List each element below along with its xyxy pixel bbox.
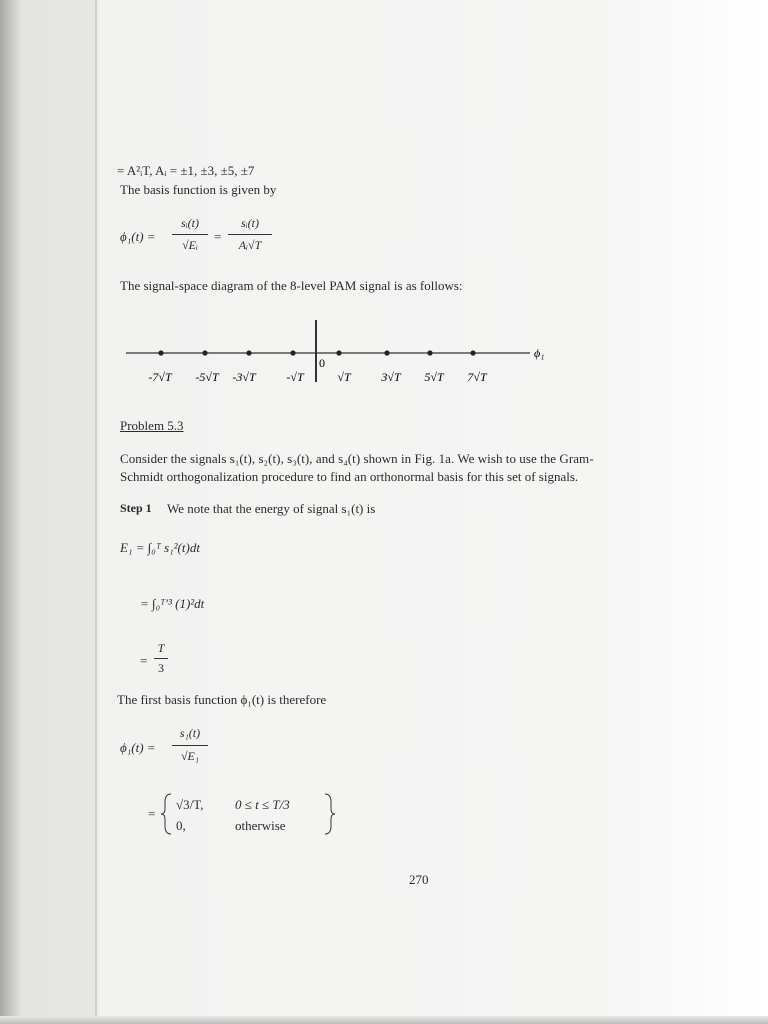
paragraph-line-2: Schmidt orthogonalization procedure to find an orthonormal basis for this set of signals. <box>120 469 579 484</box>
point-label: -5√T <box>195 370 219 384</box>
fraction-bar <box>154 658 168 659</box>
constellation-point <box>470 350 475 355</box>
point-label: √T <box>337 370 351 384</box>
phi-denominator-2: Aᵢ√T <box>238 238 262 252</box>
point-label: -√T <box>286 370 304 384</box>
phi-lhs: ϕ₁(t) = <box>120 229 156 244</box>
energy-equation: = A²ᵢT, Aᵢ = ±1, ±3, ±5, ±7 <box>117 163 255 178</box>
phi1-numerator: s₁(t) <box>179 726 201 740</box>
fraction-bar <box>172 745 208 746</box>
case-1-condition: 0 ≤ t ≤ T/3 <box>235 797 290 812</box>
energy-integral-line-2: = ∫₀ᵀ′³ (1)²dt <box>140 596 205 611</box>
energy-result-numerator: T <box>157 641 165 655</box>
equals-sign: = <box>214 229 222 244</box>
constellation-point <box>246 350 251 355</box>
right-brace <box>322 792 336 836</box>
constellation-point <box>427 350 432 355</box>
phi1-denominator: √E₁ <box>180 749 200 763</box>
case-2-condition: otherwise <box>235 818 286 833</box>
problem-heading: Problem 5.3 <box>120 418 184 433</box>
diagram-intro-text: The signal-space diagram of the 8-level PAM signal is as follows: <box>120 278 463 293</box>
basis-intro-text: The basis function is given by <box>120 182 277 197</box>
phi1-lhs: ϕ₁(t) = <box>120 740 156 755</box>
point-label: -7√T <box>148 370 172 384</box>
equals-sign: = <box>148 806 156 821</box>
case-2-value: 0, <box>176 818 186 833</box>
point-label: 5√T <box>424 370 444 384</box>
constellation-point <box>384 350 389 355</box>
point-label: 3√T <box>381 370 401 384</box>
step-1-text: We note that the energy of signal s₁(t) is <box>167 501 376 516</box>
left-brace <box>160 792 174 836</box>
phi-numerator-1: sᵢ(t) <box>181 216 199 230</box>
constellation-point <box>202 350 207 355</box>
energy-result-denominator: 3 <box>158 661 164 675</box>
paragraph-line-1: Consider the signals s₁(t), s₂(t), s₃(t), and s₄(t) shown in Fig. 1a. We wish to use the Gram- <box>120 451 594 466</box>
axis-label: ϕ₁ <box>534 346 545 360</box>
equals-sign: = <box>140 653 148 668</box>
constellation-point <box>336 350 341 355</box>
phi-numerator-2: sᵢ(t) <box>241 216 259 230</box>
page-number: 270 <box>409 872 429 887</box>
point-label: -3√T <box>232 370 256 384</box>
energy-integral-line-1: E₁ = ∫₀ᵀ s₁²(t)dt <box>120 540 200 555</box>
first-basis-text: The first basis function ϕ₁(t) is therefore <box>117 692 327 707</box>
step-1-label: Step 1 <box>120 501 152 515</box>
page-bottom-edge <box>0 1016 768 1024</box>
case-1-value: √3/T, <box>176 797 204 812</box>
point-label: 7√T <box>467 370 487 384</box>
constellation-point <box>158 350 163 355</box>
origin-label: 0 <box>319 356 325 370</box>
constellation-point <box>290 350 295 355</box>
phi-denominator-1: √Eᵢ <box>182 238 198 252</box>
